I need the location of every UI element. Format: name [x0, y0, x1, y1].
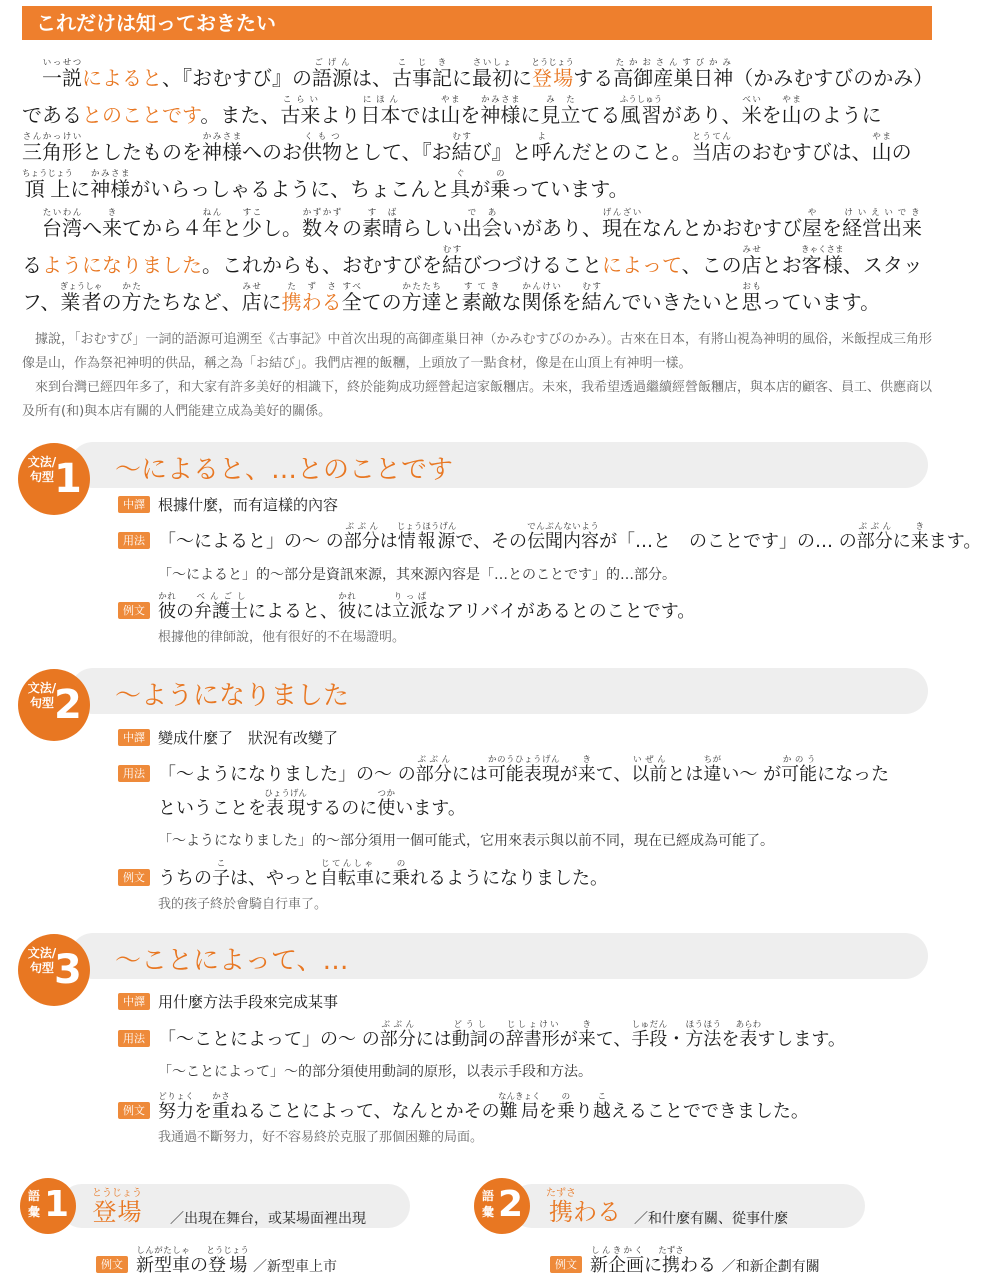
usage-tag: 用法 [118, 1030, 150, 1047]
vocab-number: 1 [44, 1184, 70, 1225]
grammar-2-example-zh: 我的孩子終於會騎自行車了。 [158, 897, 328, 912]
grammar-3-example: 努力どりょくを重かさねることによって、なんとかその難局なんきょくを乗のり越こえることでできました。 [158, 1092, 809, 1122]
grammar-1-usage-zh: 「～によると」的～部分是資訊來源，其來源內容是「…とのことです」的…部分。 [158, 567, 676, 583]
japanese-passage [22, 58, 932, 321]
grammar-3-title: ～ことによって、… [115, 946, 349, 976]
grammar-2-usage-zh: 「～ようになりました」的～部分須用一個可能式，它用來表示與以前不同，現在已經成為可能了。 [158, 833, 774, 849]
grammar-2-usage-line-2: ということを表現ひょうげんするのに使つかいます。 [158, 789, 466, 819]
vocab-2-example-zh: ／和新企劃有關 [721, 1259, 820, 1275]
vocab-1-meaning: ／出現在舞台，或某場面裡出現 [170, 1211, 366, 1227]
example-tag: 例文 [550, 1256, 582, 1273]
grammar-label: 文法/句型 [27, 681, 57, 710]
example-tag: 例文 [118, 1102, 150, 1119]
grammar-1-badge [18, 443, 90, 515]
passage-paragraph: 一説いっせつによると、『おむすび』の語源ごげんは、古事記こじきに最初さいしょに登場とうじょうする高御産巣日神たかおさんすびかみ（かみむすびのかみ）であるとのことです。また、古来こらいより日本にほんでは山やまを神様かみさまに見立みたてる風習ふうしゅうがあり、米べいを山やまのように三角形さんかっけいとしたものを神様かみさまへのお供物くもつとして、『お結むすび』と呼よんだとのこと。当店とうてんのおむすびは、山やまの頂上ちょうじょうに神様かみさまがいらっしゃるように、ちょこんと具ぐが乗のっています。 [22, 58, 924, 201]
grammar-1-usage: 「～によると」の～ の部分ぶぶんは情報源じょうほうげんで、その伝聞内容でんぶんないようが「…と のことです」の… の部分ぶぶんに来きます。 [158, 522, 981, 552]
grammar-3-usage-zh: 「～ことによって」～的部分須使用動詞的原形，以表示手段和方法。 [158, 1064, 592, 1080]
example-tag: 例文 [118, 869, 150, 886]
grammar-1-meaning: 根據什麼，而有這樣的內容 [158, 496, 339, 514]
grammar-2-usage-line-1: 「～ようになりました」の～ の部分ぶぶんには可能表現かのうひょうげんが来きて、以前いぜんとは違ちがい～ が可能かのうになった [158, 755, 890, 785]
grammar-2-meaning: 變成什麼了 狀況有改變了 [158, 729, 339, 747]
grammar-label: 文法/句型 [27, 455, 57, 484]
grammar-3-meaning: 用什麼方法手段來完成某事 [158, 993, 339, 1011]
usage-tag: 用法 [118, 532, 150, 549]
grammar-label: 文法/句型 [27, 946, 57, 975]
vocab-1-example-zh: ／新型車上市 [253, 1259, 337, 1275]
grammar-1-example-zh: 根據他的律師說，他有很好的不在場證明。 [158, 630, 406, 645]
vocab-2-badge [474, 1178, 530, 1234]
translation-paragraph-1: 據說，「おむすび」一詞的語源可追溯至《古事記》中首次出現的高御產巢日神（かみむすびのかみ）。古來在日本，有將山視為神明的風俗，米飯捏成三角形像是山，作為祭祀神明的供品，稱之為「お結び」。我們店裡的飯糰，上頭放了一點食材，像是在山頂上有神明一樣。 [22, 332, 933, 371]
vocab-1-badge [20, 1178, 76, 1234]
chinese-translation [22, 328, 932, 424]
grammar-number: 3 [54, 947, 82, 993]
vocab-1-example: 新型車しんがたしゃの登場とうじょう ／新型車上市 [136, 1246, 337, 1276]
grammar-1-title: ～によると、…とのことです [115, 455, 454, 485]
vocab-label: 語彙 [28, 1189, 41, 1219]
vocab-2-word: 携たずさわる [546, 1188, 621, 1226]
grammar-2-example: うちの子こは、やっと自転車じてんしゃに乗のれるようになりました。 [158, 859, 608, 889]
vocab-number: 2 [498, 1184, 524, 1225]
vocab-2-meaning: ／和什麼有關、從事什麼 [634, 1211, 788, 1227]
grammar-number: 2 [54, 682, 82, 728]
grammar-2-title: ～ようになりました [115, 681, 350, 711]
grammar-3-usage: 「～ことによって」の～ の部分ぶぶんには動詞どうしの辞書形じしょけいが来きて、手段しゅだん・方法ほうほうを表あらわすします。 [158, 1020, 846, 1050]
vocab-1-word: 登場とうじょう [92, 1188, 142, 1226]
grammar-number: 1 [54, 456, 82, 502]
vocab-2-example: 新企画しんきかくに携たずさわる ／和新企劃有關 [590, 1246, 820, 1276]
section-header: これだけは知っておきたい [22, 6, 932, 40]
vocab-label: 語彙 [482, 1189, 495, 1219]
example-tag: 例文 [96, 1256, 128, 1273]
zh-tag: 中譯 [118, 993, 150, 1010]
example-tag: 例文 [118, 602, 150, 619]
grammar-3-badge [18, 934, 90, 1006]
zh-tag: 中譯 [118, 729, 150, 746]
grammar-2-badge [18, 669, 90, 741]
translation-paragraph-2: 來到台灣已經四年多了，和大家有許多美好的相識下，終於能夠成功經營起這家飯糰店。未來，我希望透過繼續經營飯糰店，與本店的顧客、員工、供應商以及所有(和)與本店有關的人們能建立成為美好的關係。 [22, 380, 933, 419]
passage-paragraph: 台湾たいわんへ来きてから４年ねんと少すこし。数々かずかずの素晴すばらしい出会であいがあり、現在げんざいなんとかおむすび屋やを経営出来けいえいできるようになりました。これからも、おむすびを結むすびつづけることによって、この店みせとお客様きゃくさま、スタッフ、業者ぎょうしゃの方かたたちなど、店みせに携わるたずさ全すべての方達かたたちと素敵すてきな関係かんけいを結むすんでいきたいと思おもっています。 [22, 208, 923, 314]
grammar-1-example: 彼かれの弁護士べんごしによると、彼かれには立派りっぱなアリバイがあるとのことです。 [158, 592, 696, 622]
usage-tag: 用法 [118, 765, 150, 782]
zh-tag: 中譯 [118, 496, 150, 513]
grammar-3-example-zh: 我通過不斷努力，好不容易終於克服了那個困難的局面。 [158, 1130, 484, 1145]
